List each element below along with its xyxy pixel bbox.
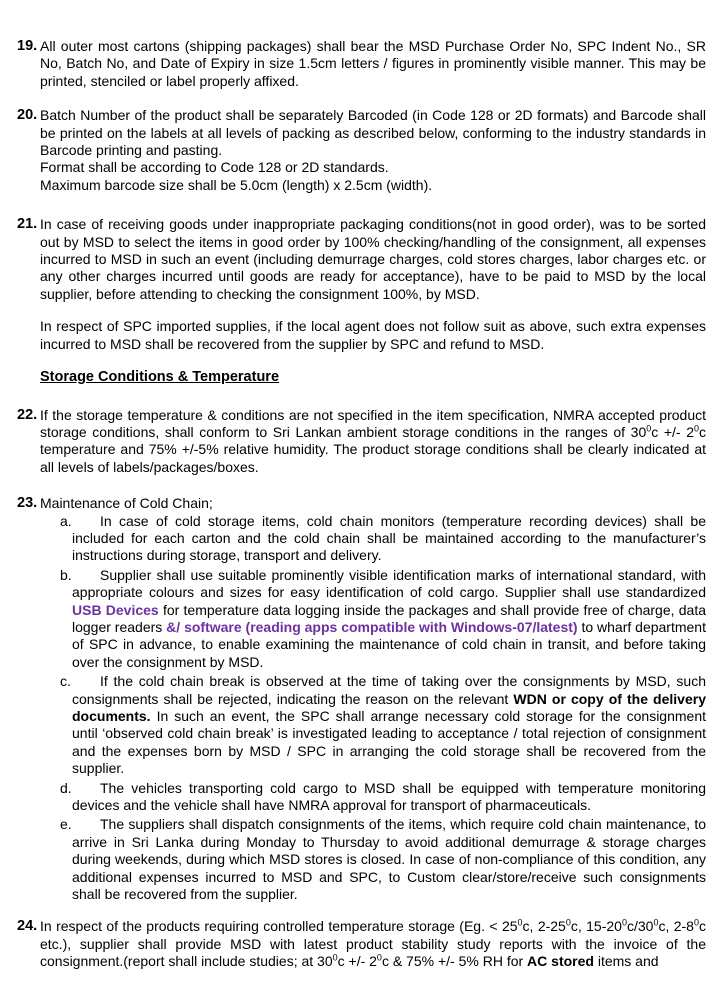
clause-19-number: 19.: [17, 38, 38, 54]
sub-item-a: [60, 512, 706, 565]
clause-19-paragraph: All outer most cartons (shipping packages) shall bear the MSD Purchase Order No, SPC Indent No., SR No, Batch No, and Date of Expiry in size 1.5cm letters / figures in prominently visible manner. This may be printed, stenciled or label properly affixed.: [40, 38, 706, 89]
sub-item-d: [60, 779, 706, 815]
sub-item-d-text: The vehicles transporting cold cargo to MSD shall be equipped with temperature monitoring devices and the vehicle shall have NMRA approval for transport of pharmaceuticals.: [72, 779, 706, 814]
clause-22-paragraph: If the storage temperature & conditions are not specified in the item specification, NMRA accepted product storage conditions, shall conform to Sri Lankan ambient storage conditions in the ranges of $30^0c$ +/- $2^0c$ temperature and 75% +/-5% relative humidity. The product storage conditions shall be clearly indicated at all levels of labels/packages/boxes.: [40, 406, 707, 475]
sub-item-e-text: The suppliers shall dispatch consignments of the items, which require cold chain maintenance, to arrive in Sri Lanka during Monday to Thursday to avoid additional demurrage & storage charges during weekends, during which MSD stores is closed. In case of non-compliance of this condition, any additional expenses incurred to MSD and SPC, to Custom clear/store/receive such consignments shall be recovered from the supplier.: [72, 816, 706, 903]
clause-24-paragraph: In respect of the products requiring controlled temperature storage (Eg. < $25^0c$, $2-25^0c$, $15-20^0c/30^0c$, $2-8^0c$ etc.), supplier shall provide MSD with latest product stability study reports with the invoice of the consignment.(report shall include studies; at $30^0c$ +/- $2^0c$ & 75% +/- 5% RH for AC stored items and: [40, 917, 706, 970]
clause-23-intro: Maintenance of Cold Chain;: [40, 495, 213, 512]
clause-22-number: 22.: [17, 406, 38, 423]
clause-23-number: 23.: [17, 495, 38, 512]
clause-21-number: 21.: [17, 216, 38, 233]
sub-item-a-text: In case of cold storage items, cold chain monitors (temperature recording devices) shall be included for each carton and the cold chain shall be maintained according to the manufacturer’s instructions during storage, transport and delivery.: [72, 512, 706, 564]
sub-item-c-text: If the cold chain break is observed at the time of taking over the consignments by MSD, such consignments shall be rejected, indicating the reason on the relevant WDN or copy of the delivery documents. In such an event, the SPC shall arrange necessary cold storage for the consignment until ‘observed cold chain break’ is investigated leading to acceptance / total rejection of consignment and the expenses born by MSD / SPC in arranging the cold storage shall be recovered from the supplier.: [72, 673, 706, 777]
clause-24-body: [40, 918, 706, 970]
clause-21-paragraph-1: In case of receiving goods under inappropriate packaging conditions(not in good order), was to be sorted out by MSD to select the items in good order by 100% checking/handling of the consignment, all expenses incurred to MSD in such an event (including demurrage charges, cold stores charges, labor charges etc. or any other charges incurred until goods are ready for acceptance), have to be paid to MSD by the local supplier, before attending to checking the consignment 100%, by MSD.: [40, 216, 706, 302]
sub-item-b: [60, 566, 706, 671]
clause-19-body: [40, 38, 706, 90]
clause-20-paragraph-1: Batch Number of the product shall be separately Barcoded (in Code 128 or 2D formats) and Barcode shall be printed on the labels at all levels of packing as described below, conforming to the industry standards in Barcode printing and pasting.: [40, 107, 706, 159]
clause-24: [17, 918, 706, 970]
sub-item-e-marker: e.: [60, 816, 72, 833]
section-heading-storage-conditions: Storage Conditions & Temperature: [40, 369, 280, 386]
clause-23-body: [40, 495, 706, 905]
sub-item-c-marker: c.: [60, 673, 71, 690]
clause-20-paragraph-2: Format shall be according to Code 128 or 2D standards.: [40, 159, 389, 176]
sub-item-a-marker: a.: [60, 512, 72, 529]
sub-item-d-marker: d.: [60, 779, 72, 796]
clause-20-number: 20.: [17, 107, 38, 124]
clause-19: [17, 38, 706, 90]
clause-20: [17, 107, 706, 194]
clause-21-paragraph-2: In respect of SPC imported supplies, if the local agent does not follow suit as above, such extra expenses incurred to MSD shall be recovered from the supplier by SPC and refund to MSD.: [40, 318, 706, 352]
clause-20-body: [40, 107, 706, 194]
sub-item-b-text: Supplier shall use suitable prominently visible identification marks of international standard, with appropriate colours and sizes for easy identification of cold cargo. Supplier shall use standardized USB Devices for temperature data logging inside the packages and shall provide free of charge, data logger readers &/ software (reading apps compatible with Windows-07/latest) to wharf department of SPC in advance, to enable examining the maintenance of cold chain in transit, and before taking over the consignment by MSD.: [72, 566, 706, 670]
clause-23-sub-items: [60, 512, 706, 904]
sub-item-c: [60, 673, 706, 777]
clause-20-paragraph-3: Maximum barcode size shall be 5.0cm (length) x 2.5cm (width).: [40, 176, 433, 193]
clause-24-number: 24.: [17, 918, 38, 935]
clause-23: [17, 495, 706, 905]
clause-21: [17, 216, 706, 353]
clause-21-body: [40, 216, 706, 353]
clause-22-body: [40, 407, 706, 477]
clause-22: [17, 407, 706, 477]
sub-item-b-marker: b.: [60, 566, 72, 583]
sub-item-e: [60, 816, 706, 903]
